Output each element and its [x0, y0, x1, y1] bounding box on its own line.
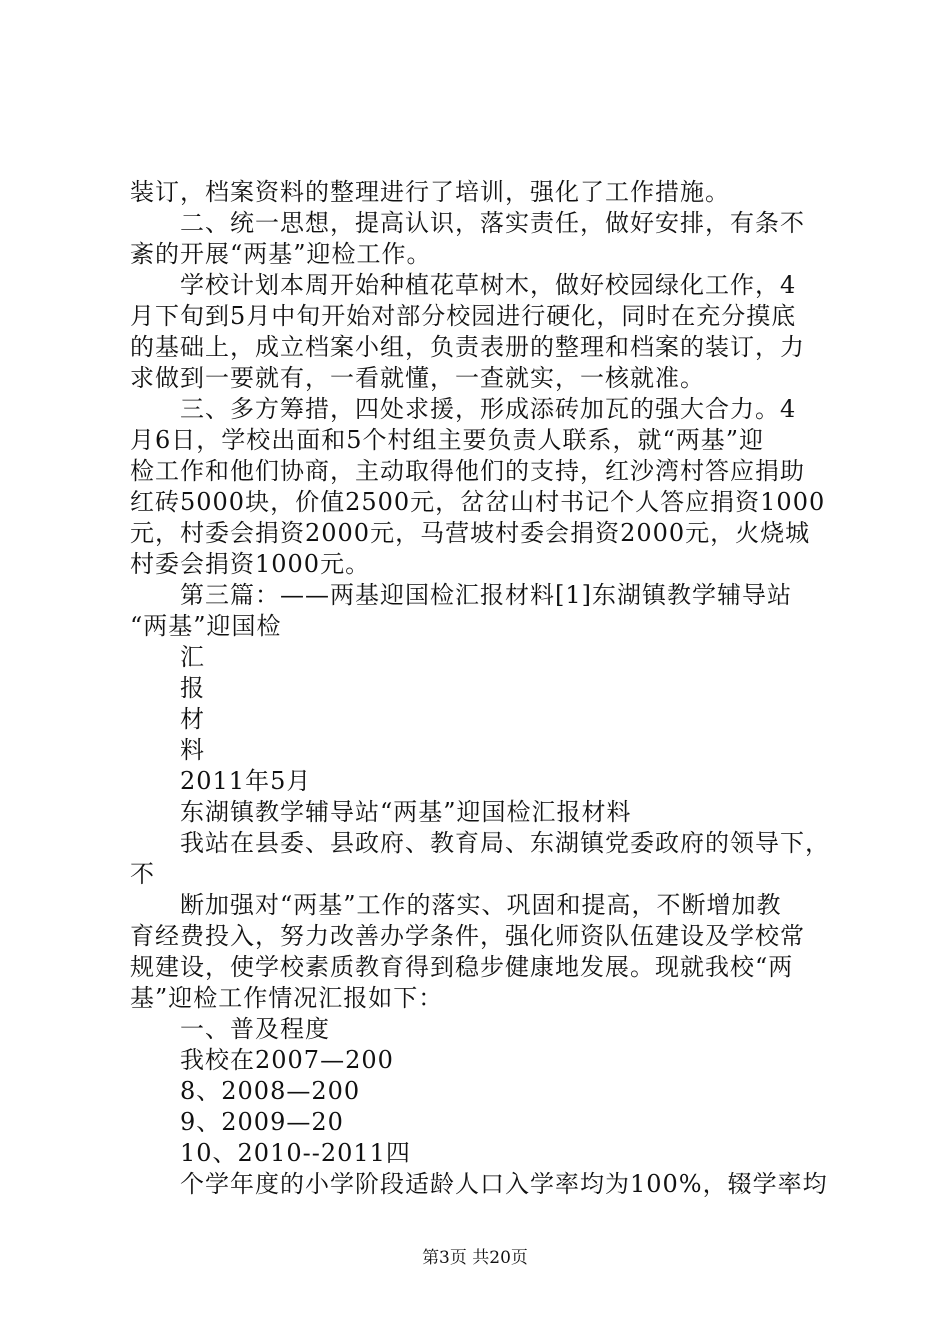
text-line: 的基础上，成立档案小组，负责表册的整理和档案的装订，力	[130, 333, 805, 361]
text-line: 9、2009—20	[180, 1108, 344, 1136]
text-line: 学校计划本周开始种植花草树木，做好校园绿化工作，4	[180, 271, 797, 299]
text-line: 8、2008—200	[180, 1077, 361, 1105]
text-line: 材	[180, 705, 205, 733]
section-heading: 一、普及程度	[180, 1015, 330, 1043]
report-title: 东湖镇教学辅导站“两基”迎国检汇报材料	[180, 798, 632, 826]
text-line: 元，村委会捐资2000元，马营坡村委会捐资2000元，火烧城	[130, 519, 811, 547]
text-line: 三、多方筹措，四处求援，形成添砖加瓦的强大合力。4	[180, 395, 797, 423]
text-line: 汇	[180, 643, 205, 671]
text-line: 我站在县委、县政府、教育局、东湖镇党委政府的领导下，	[180, 829, 830, 857]
text-line: 育经费投入，努力改善办学条件，强化师资队伍建设及学校常	[130, 922, 805, 950]
text-line: 村委会捐资1000元。	[130, 550, 371, 578]
text-line: 料	[180, 736, 205, 764]
text-line: 10、2010--2011四	[180, 1139, 411, 1167]
text-line: 月6日，学校出面和5个村组主要负责人联系，就“两基”迎	[130, 426, 765, 454]
text-line: 个学年度的小学阶段适龄人口入学率均为100%，辍学率均	[180, 1170, 828, 1198]
text-line: 求做到一要就有，一看就懂，一查就实，一核就准。	[130, 364, 705, 392]
text-line: 检工作和他们协商，主动取得他们的支持，红沙湾村答应捐助	[130, 457, 805, 485]
text-line: 规建设，使学校素质教育得到稳步健康地发展。现就我校“两	[130, 953, 794, 981]
text-line: 报	[180, 674, 205, 702]
text-line: “两基”迎国检	[130, 612, 282, 640]
text-line: 断加强对“两基”工作的落实、巩固和提高，不断增加教	[180, 891, 782, 919]
text-line: 紊的开展“两基”迎检工作。	[130, 240, 432, 268]
date-line: 2011年5月	[180, 767, 312, 795]
page-footer: 第3页 共20页	[422, 1248, 528, 1268]
section-heading: 第三篇：——两基迎国检汇报材料[1]东湖镇教学辅导站	[180, 581, 792, 609]
text-line: 二、统一思想，提高认识，落实责任，做好安排，有条不	[180, 209, 805, 237]
text-line: 月下旬到5月中旬开始对部分校园进行硬化，同时在充分摸底	[130, 302, 797, 330]
text-line: 我校在2007—200	[180, 1046, 394, 1074]
text-line: 基”迎检工作情况汇报如下：	[130, 984, 444, 1012]
text-line: 红砖5000块，价值2500元，岔岔山村书记个人答应捐资1000	[130, 488, 826, 516]
text-line: 装订，档案资料的整理进行了培训，强化了工作措施。	[130, 178, 730, 206]
text-line: 不	[130, 860, 155, 888]
